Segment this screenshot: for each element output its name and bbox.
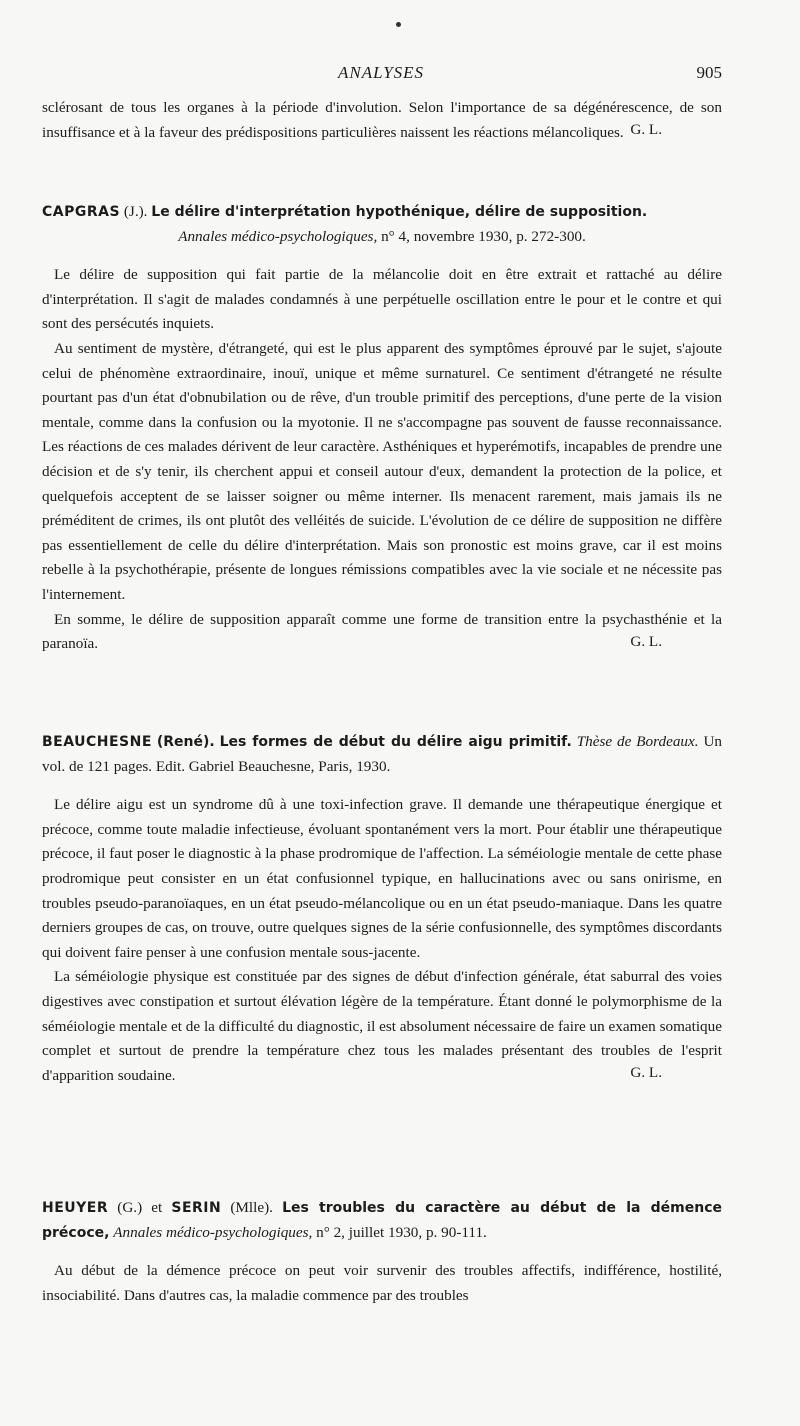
review-heuyer-serin	[42, 1196, 722, 1308]
review-title: Les troubles du caractère au début de la démence précoce,	[42, 1200, 722, 1241]
review-heading	[42, 730, 722, 779]
review-paragraph: La séméiologie physique est constituée par des signes de début d'infection générale, état saburral des voies digestives avec constipation et surtout élévation légère de la température. Étant donné le polymorphisme de la séméiologie mentale et de la difficulté du diagnostic, il est absolument nécessaire de faire un examen somatique complet et surtout de prendre la température chez tous les malades présentant des troubles de l'esprit d'apparition soudaine.	[42, 968, 722, 1084]
review-heading	[42, 1196, 722, 1245]
review-continuation	[42, 96, 722, 145]
review-heading	[42, 200, 722, 249]
author-name: CAPGRAS	[42, 204, 121, 220]
journal-name: Annales médico-psychologiques,	[113, 1223, 313, 1241]
review-paragraph: Au début de la démence précoce on peut voir survenir des troubles affectifs, indifférence, hostilité, insociabilité. Dans d'autres cas, la maladie commence par des troubles	[42, 1262, 722, 1304]
author-initials: (J.).	[123, 203, 148, 220]
review-paragraph: Le délire de supposition qui fait partie de la mélancolie doit en être extrait et rattaché au délire d'interprétation. Il s'agit de malades condamnés à une perpétuelle oscillation entre le pour et le contre et qui sont des persécutés inquiets.	[42, 266, 722, 333]
printer-dot	[396, 22, 401, 27]
review-capgras	[42, 200, 722, 657]
coauthor-name: SERIN	[171, 1200, 222, 1216]
journal-name: Thèse de Bordeaux.	[576, 733, 699, 750]
citation-line	[42, 225, 722, 250]
review-signature: G. L.	[630, 632, 662, 650]
coauthor-initials: (Mlle).	[230, 1199, 273, 1216]
running-title: ANALYSES	[337, 63, 425, 82]
running-header	[40, 63, 722, 89]
review-signature: G. L.	[630, 121, 662, 139]
citation: n° 2, juillet 1930, p. 90-111.	[316, 1223, 487, 1241]
review-beauchesne	[42, 730, 722, 1088]
citation: Un vol. de 121 pages. Edit. Gabriel Beauchesne, Paris, 1930.	[42, 733, 722, 775]
page-number: 905	[696, 63, 722, 82]
author-initials: (G.)	[117, 1199, 143, 1216]
review-title: Le délire d'interprétation hypothénique, délire de supposition.	[151, 204, 648, 220]
author-name: HEUYER	[42, 1200, 109, 1216]
review-paragraph: sclérosant de tous les organes à la période d'involution. Selon l'importance de sa dégénérescence, de son insuffisance et à la faveur des prédispositions particulières naissent les réactions mélancoliques.	[42, 99, 722, 141]
author-initials: (René).	[156, 734, 215, 750]
review-paragraph: Au sentiment de mystère, d'étrangeté, qui est le plus apparent des symptômes éprouvé par le sujet, s'ajoute celui de phénomène extraordinaire, inouï, unique et même surnaturel. Ce sentiment d'étrangeté ne résulte pourtant pas d'un état d'obnubilation ou de rêve, d'un trouble primitif des perceptions, d'une perte de la vision mentale, comme dans la confusion ou la myotonie. Il ne s'accompagne pas souvent de fausse reconnaissance. Les réactions de ces malades dérivent de leur caractère. Asthéniques et hyperémotifs, incapables de prendre une décision et de s'y tenir, ils cherchent appui et conseil autour d'eux, demandent la protection de la police, et quelquefois acceptent de se laisser soigner ou même interner. Ils menacent rarement, mais jamais ils ne préméditent de crimes, ils ont plutôt des velléités de suicide. L'évolution de ce délire de supposition ne diffère pas essentiellement de celle du délire d'interprétation. Mais son pronostic est moins grave, car il est moins rebelle à la psychothérapie, présente de longues rémissions compatibles avec la vie sociale et ne nécessite pas l'internement.	[42, 339, 722, 603]
coauthor-join: et	[151, 1199, 163, 1216]
review-paragraph: Le délire aigu est un syndrome dû à une toxi-infection grave. Il demande une thérapeutique énergique et précoce, comme toute maladie infectieuse, évoluant spontanément vers la mort. Pour établir une thérapeutique précoce, il faut poser le diagnostic à la phase prodromique de l'affection. La séméiologie mentale de cette phase prodromique peut consister en un état confusionnel typique, en hallucinations avec ou sans onirisme, en troubles pseudo-paranoïaques, en un état pseudo-mélancolique ou en un état pseudo-maniaque. Dans les quatre derniers groupes de cas, on trouve, outre quelques signes de la série confusionnelle, des symptômes discordants qui doivent faire penser à une confusion mentale sous-jacente.	[42, 796, 722, 961]
review-title: Les formes de début du délire aigu primitif.	[219, 734, 572, 750]
review-paragraph: En somme, le délire de supposition apparaît comme une forme de transition entre la psychasthénie et la paranoïa.	[42, 610, 722, 653]
author-name: BEAUCHESNE	[42, 734, 152, 750]
citation: n° 4, novembre 1930, p. 272-300.	[381, 227, 586, 245]
review-signature: G. L.	[630, 1064, 662, 1082]
journal-name: Annales médico-psychologiques,	[178, 227, 378, 245]
